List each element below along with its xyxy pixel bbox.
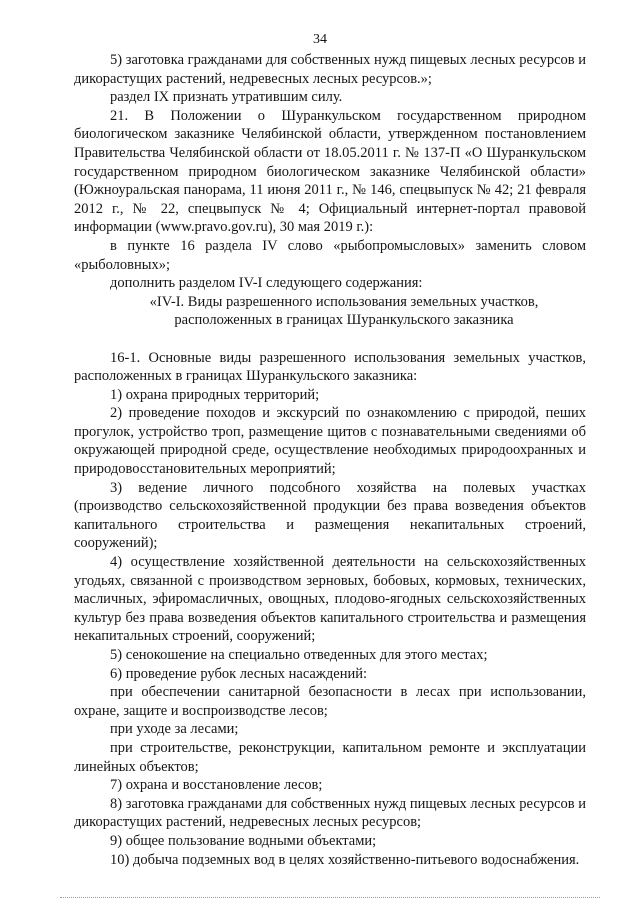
- list-item-10: 10) добыча подземных вод в целях хозяйственно-питьевого водоснабжения.: [110, 851, 580, 868]
- list-item-6-sanitary: при обеспечении санитарной безопасности в лесах при использовании, охране, защите и воспроизводстве лесов;: [74, 684, 586, 719]
- list-item-6: 6) проведение рубок лесных насаждений:: [110, 665, 368, 682]
- paragraph-16-1-intro: 16-1. Основные виды разрешенного использования земельных участков, расположенных в границах Шуранкульского заказника:: [74, 349, 586, 385]
- page-number: 34: [313, 32, 327, 47]
- list-item-5: 5) сенокошение на специально отведенных для этого местах;: [110, 647, 488, 663]
- paragraph-word-replacement: в пункте 16 раздела IV слово «рыбопромысловых» заменить словом «рыболовных»;: [74, 237, 586, 273]
- paragraph-item-21-amendment: 21. В Положении о Шуранкульском государственном природном биологическом заказнике Челябинской области, утвержденном постановлением Правительства Челябинской области от 18.05.2011 г. № 137-П «О Шуранкульском государственном природном биологическом заказнике Челябинской области» (Южноуральская панорама, 11 июня 2011 г., № 146, спецвыпуск № 42; 21 февраля 2012 г., № 22, спецвыпуск № 4; Официальный интернет-портал правовой информации (www.pravo.gov.ru), 30 мая 2019 г.):: [74, 107, 586, 236]
- list-item-3: 3) ведение личного подсобного хозяйства на полевых участках (производство сельскохозяйственной продукции без права возведения объектов капитального строительства и размещения некапитальных строений, сооружений);: [74, 479, 586, 552]
- scan-edge-line: [60, 897, 600, 898]
- list-item-4: 4) осуществление хозяйственной деятельности на сельскохозяйственных угодьях, связанной с производством зерновых, бобовых, кормовых, технических, масличных, эфиромасличных, овощных, плодово-ягодных сельскохозяйственных культур без права возведения объектов капитального строительства и размещения некапитальных строений, сооружений;: [74, 554, 586, 645]
- paragraph-section-ix-repeal: раздел IX признать утратившим силу.: [110, 89, 343, 106]
- list-item-8: 8) заготовка гражданами для собственных нужд пищевых лесных ресурсов и дикорастущих растений, недревесных лесных ресурсов;: [74, 795, 586, 831]
- paragraph-item-5-harvesting: 5) заготовка гражданами для собственных нужд пищевых лесных ресурсов и дикорастущих растений, недревесных лесных ресурсов.»;: [74, 52, 586, 87]
- list-item-1: 1) охрана природных территорий;: [110, 386, 320, 403]
- document-body: [74, 51, 586, 869]
- section-spacer: [74, 330, 586, 349]
- list-item-2: 2) проведение походов и экскурсий по ознакомлению с природой, пеших прогулок, устройство троп, размещение щитов с познавательными сведениями об окружающей природной среде, осуществление необходимых природоохранных и природовосстановительных мероприятий;: [74, 405, 586, 478]
- paragraph-add-section: дополнить разделом IV-I следующего содержания:: [110, 275, 423, 292]
- section-title-line-2: расположенных в границах Шуранкульского заказника: [174, 312, 514, 329]
- list-item-6-forest-care: при уходе за лесами;: [110, 721, 239, 738]
- list-item-9: 9) общее пользование водными объектами;: [110, 832, 377, 849]
- section-title-line-1: «IV-I. Виды разрешенного использования земельных участков,: [149, 293, 539, 310]
- list-item-7: 7) охрана и восстановление лесов;: [110, 777, 323, 794]
- list-item-6-linear-objects: при строительстве, реконструкции, капитальном ремонте и эксплуатации линейных объектов;: [74, 739, 586, 775]
